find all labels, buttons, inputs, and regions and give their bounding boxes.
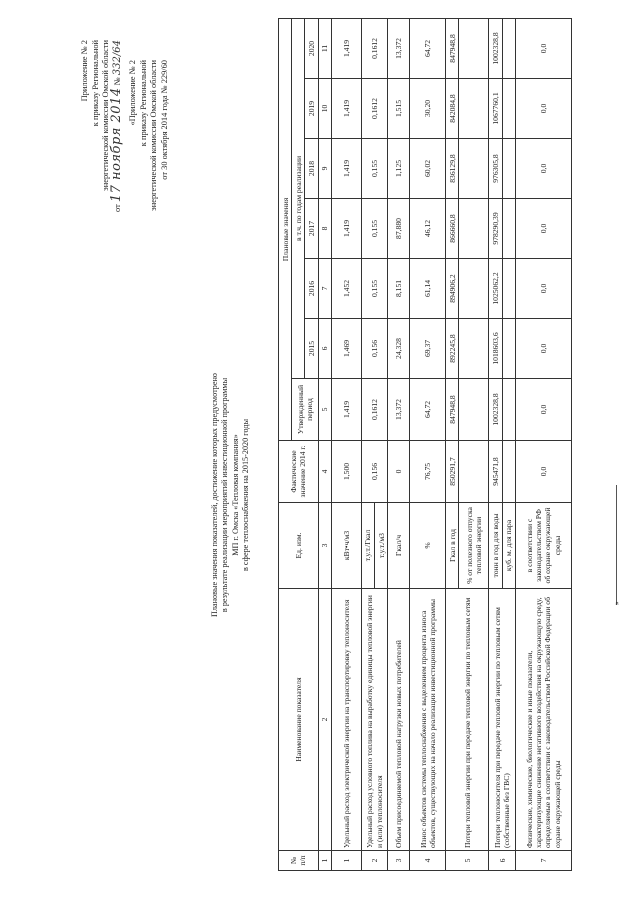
annex-line: от 30 октября 2014 года № 229/60	[159, 60, 169, 180]
annex-line: энергетической комиссии Омской области	[149, 60, 158, 211]
annex-line: к приказу Региональной	[138, 60, 148, 147]
row-unit: тонн в год для воды	[489, 503, 502, 589]
col-number: 4	[318, 441, 331, 503]
row-name: Удельный расход электрической энергии на транспортировку теплоносителя	[331, 589, 361, 851]
row-fact: 0,156	[361, 441, 387, 503]
row-year-value: 1,419	[331, 18, 361, 78]
header-incl-years: в т.ч. по годам реализации	[292, 18, 305, 378]
annex-number-sign: №	[112, 77, 122, 86]
row-name: Физические, химические, биологические и иные показатели, характеризующие снижение негативного воздействия на окружающую среду, определяемые в соответствии с законодательством Российской Федерации об охране окружающей среды	[515, 589, 571, 851]
col-number: 6	[318, 319, 331, 379]
row-year-value: 0,1612	[361, 79, 387, 139]
header-year: 2020	[305, 18, 318, 78]
separator-line	[616, 485, 617, 605]
row-year-value: 64,72	[410, 18, 446, 78]
row-approved: 64,72	[410, 379, 446, 441]
annex-header-old	[128, 60, 170, 340]
row-approved: 847948,8	[446, 379, 459, 441]
closing-quote: »	[613, 601, 621, 605]
row-year-value: 1,419	[331, 139, 361, 199]
title-line: Плановые значения показателей, достижение которых предусмотрено	[210, 373, 219, 617]
empty-cell	[459, 199, 489, 259]
annex-date-line	[108, 40, 124, 370]
row-num: 7	[515, 851, 571, 871]
row-fact: 850291,7	[446, 441, 459, 503]
row-year-value: 0,0	[515, 199, 571, 259]
row-year-value: 0,0	[515, 319, 571, 379]
annex-line: «Приложение № 2	[128, 60, 137, 126]
row-year-value: 0,0	[515, 259, 571, 319]
row-fact: 0	[388, 441, 410, 503]
col-number: 7	[318, 259, 331, 319]
row-year-value: 0,156	[361, 319, 387, 379]
table-row	[361, 18, 374, 870]
row-year-value: 894906,2	[446, 259, 459, 319]
annex-header-new	[80, 40, 123, 370]
row-name: Потери теплоносителя при передаче тепловой энергии по тепловым сетям (собственные без ГВС)	[489, 589, 515, 851]
table-row	[331, 18, 361, 870]
empty-cell	[459, 319, 489, 379]
col-number: 2	[318, 589, 331, 851]
header-name: Наименование показателя	[279, 589, 319, 851]
row-year-value: 1,125	[388, 139, 410, 199]
row-num: 3	[388, 851, 410, 871]
header-planned: Плановые значения	[279, 18, 292, 440]
row-year-value: 978290,39	[489, 199, 502, 259]
annex-from: от	[112, 204, 122, 212]
row-num: 5	[446, 851, 489, 871]
col-number: 1	[318, 851, 331, 871]
row-year-value: 13,372	[388, 18, 410, 78]
row-name: Потери тепловой энергии при передаче тепловой энергии по тепловым сетям	[446, 589, 489, 851]
row-year-value: 0,155	[361, 139, 387, 199]
row-year-value: 87,880	[388, 199, 410, 259]
handwritten-date: 17 ноября 2014	[108, 87, 124, 203]
empty-cell	[502, 319, 515, 379]
table-row	[446, 18, 459, 870]
col-number: 5	[318, 379, 331, 441]
empty-cell	[459, 441, 489, 503]
row-year-value: 1,469	[331, 319, 361, 379]
annex-line: к приказу Региональной	[90, 40, 100, 127]
row-approved: 1,419	[331, 379, 361, 441]
col-number: 3	[318, 503, 331, 589]
empty-cell	[459, 259, 489, 319]
col-number: 11	[318, 18, 331, 78]
empty-cell	[502, 379, 515, 441]
empty-cell	[459, 79, 489, 139]
row-unit: Гкал в год	[446, 503, 459, 589]
row-approved: 1002328,8	[489, 379, 502, 441]
row-year-value: 24,328	[388, 319, 410, 379]
row-year-value: 0,0	[515, 18, 571, 78]
row-unit-secondary: % от полезного отпуска тепловой энергии	[459, 503, 489, 589]
row-num: 4	[410, 851, 446, 871]
document-title	[210, 295, 251, 695]
header-year: 2017	[305, 199, 318, 259]
title-line: МП г. Омска «Тепловая компания»	[230, 434, 240, 556]
row-approved: 0,1612	[361, 379, 387, 441]
row-year-value: 1025062,2	[489, 259, 502, 319]
row-year-value: 836129,8	[446, 139, 459, 199]
row-fact: 76,75	[410, 441, 446, 503]
header-year: 2018	[305, 139, 318, 199]
row-year-value: 866660,8	[446, 199, 459, 259]
row-name: Износ объектов системы теплоснабжения с выделением процента износа объектов, существующих на начало реализации инвестиционной программы	[410, 589, 446, 851]
row-unit: Гкал/ч	[388, 503, 410, 589]
row-year-value: 1018603,6	[489, 319, 502, 379]
row-year-value: 1,419	[331, 79, 361, 139]
empty-cell	[502, 441, 515, 503]
row-fact: 1,500	[331, 441, 361, 503]
header-unit: Ед. изм.	[279, 503, 319, 589]
empty-cell	[459, 18, 489, 78]
row-num: 2	[361, 851, 387, 871]
row-year-value: 0,155	[361, 199, 387, 259]
row-year-value: 0,1612	[361, 18, 387, 78]
row-year-value: 847948,8	[446, 18, 459, 78]
empty-cell	[502, 199, 515, 259]
empty-cell	[459, 139, 489, 199]
title-line: в сфере теплоснабжения на 2015-2020 годы	[240, 419, 250, 571]
row-year-value: 842084,8	[446, 79, 459, 139]
row-year-value: 976305,8	[489, 139, 502, 199]
row-unit-secondary: куб. м. для пара	[502, 503, 515, 589]
row-fact: 0,0	[515, 441, 571, 503]
row-year-value: 892245,8	[446, 319, 459, 379]
row-unit: т.у.т./Гкал	[361, 503, 374, 589]
header-num: № п/п	[279, 851, 319, 871]
row-year-value: 0,0	[515, 79, 571, 139]
table-row	[515, 18, 571, 870]
row-unit: %	[410, 503, 446, 589]
handwritten-number: 332/64	[111, 40, 123, 76]
title-line: в результате реализации мероприятий инвестиционной программы	[220, 377, 230, 613]
row-year-value: 1067760,1	[489, 79, 502, 139]
header-year: 2016	[305, 259, 318, 319]
row-year-value: 0,0	[515, 139, 571, 199]
row-num: 1	[331, 851, 361, 871]
row-name: Удельный расход условного топлива на выработку единицы тепловой энергии и (или) теплоносителя	[361, 589, 387, 851]
col-number: 10	[318, 79, 331, 139]
table-row	[388, 18, 410, 870]
row-year-value: 30,20	[410, 79, 446, 139]
header-year: 2015	[305, 319, 318, 379]
row-year-value: 46,12	[410, 199, 446, 259]
header-year: 2019	[305, 79, 318, 139]
column-numbers-row	[318, 18, 331, 870]
row-year-value: 1,419	[331, 199, 361, 259]
header-approved: Утвержденный период	[292, 379, 318, 441]
empty-cell	[459, 379, 489, 441]
row-approved: 13,372	[388, 379, 410, 441]
table-row	[489, 18, 502, 870]
empty-cell	[502, 79, 515, 139]
col-number: 8	[318, 199, 331, 259]
row-num: 6	[489, 851, 515, 871]
row-year-value: 1,515	[388, 79, 410, 139]
row-name: Объем присоединяемой тепловой нагрузки новых потребителей	[388, 589, 410, 851]
annex-line: Приложение № 2	[80, 40, 89, 102]
row-unit-secondary: т.у.т./м3	[375, 503, 388, 589]
header-fact: Фактические значение 2014 г.	[279, 441, 319, 503]
row-year-value: 1002328,8	[489, 18, 502, 78]
annex-line: энергетической комиссии Омской области	[101, 40, 110, 191]
row-approved: 0,0	[515, 379, 571, 441]
table-row	[410, 18, 446, 870]
empty-cell	[502, 139, 515, 199]
row-year-value: 60,02	[410, 139, 446, 199]
row-unit: кВт•ч/м3	[331, 503, 361, 589]
row-unit: в соответствии с законодательством РФ об охране окружающей среды	[515, 503, 571, 589]
header-row	[279, 18, 292, 870]
col-number: 9	[318, 139, 331, 199]
row-year-value: 0,155	[361, 259, 387, 319]
empty-cell	[502, 18, 515, 78]
row-fact: 945471,8	[489, 441, 502, 503]
row-year-value: 61,14	[410, 259, 446, 319]
indicators-table	[278, 18, 572, 871]
row-year-value: 69,37	[410, 319, 446, 379]
empty-cell	[502, 259, 515, 319]
row-year-value: 1,452	[331, 259, 361, 319]
row-year-value: 8,151	[388, 259, 410, 319]
